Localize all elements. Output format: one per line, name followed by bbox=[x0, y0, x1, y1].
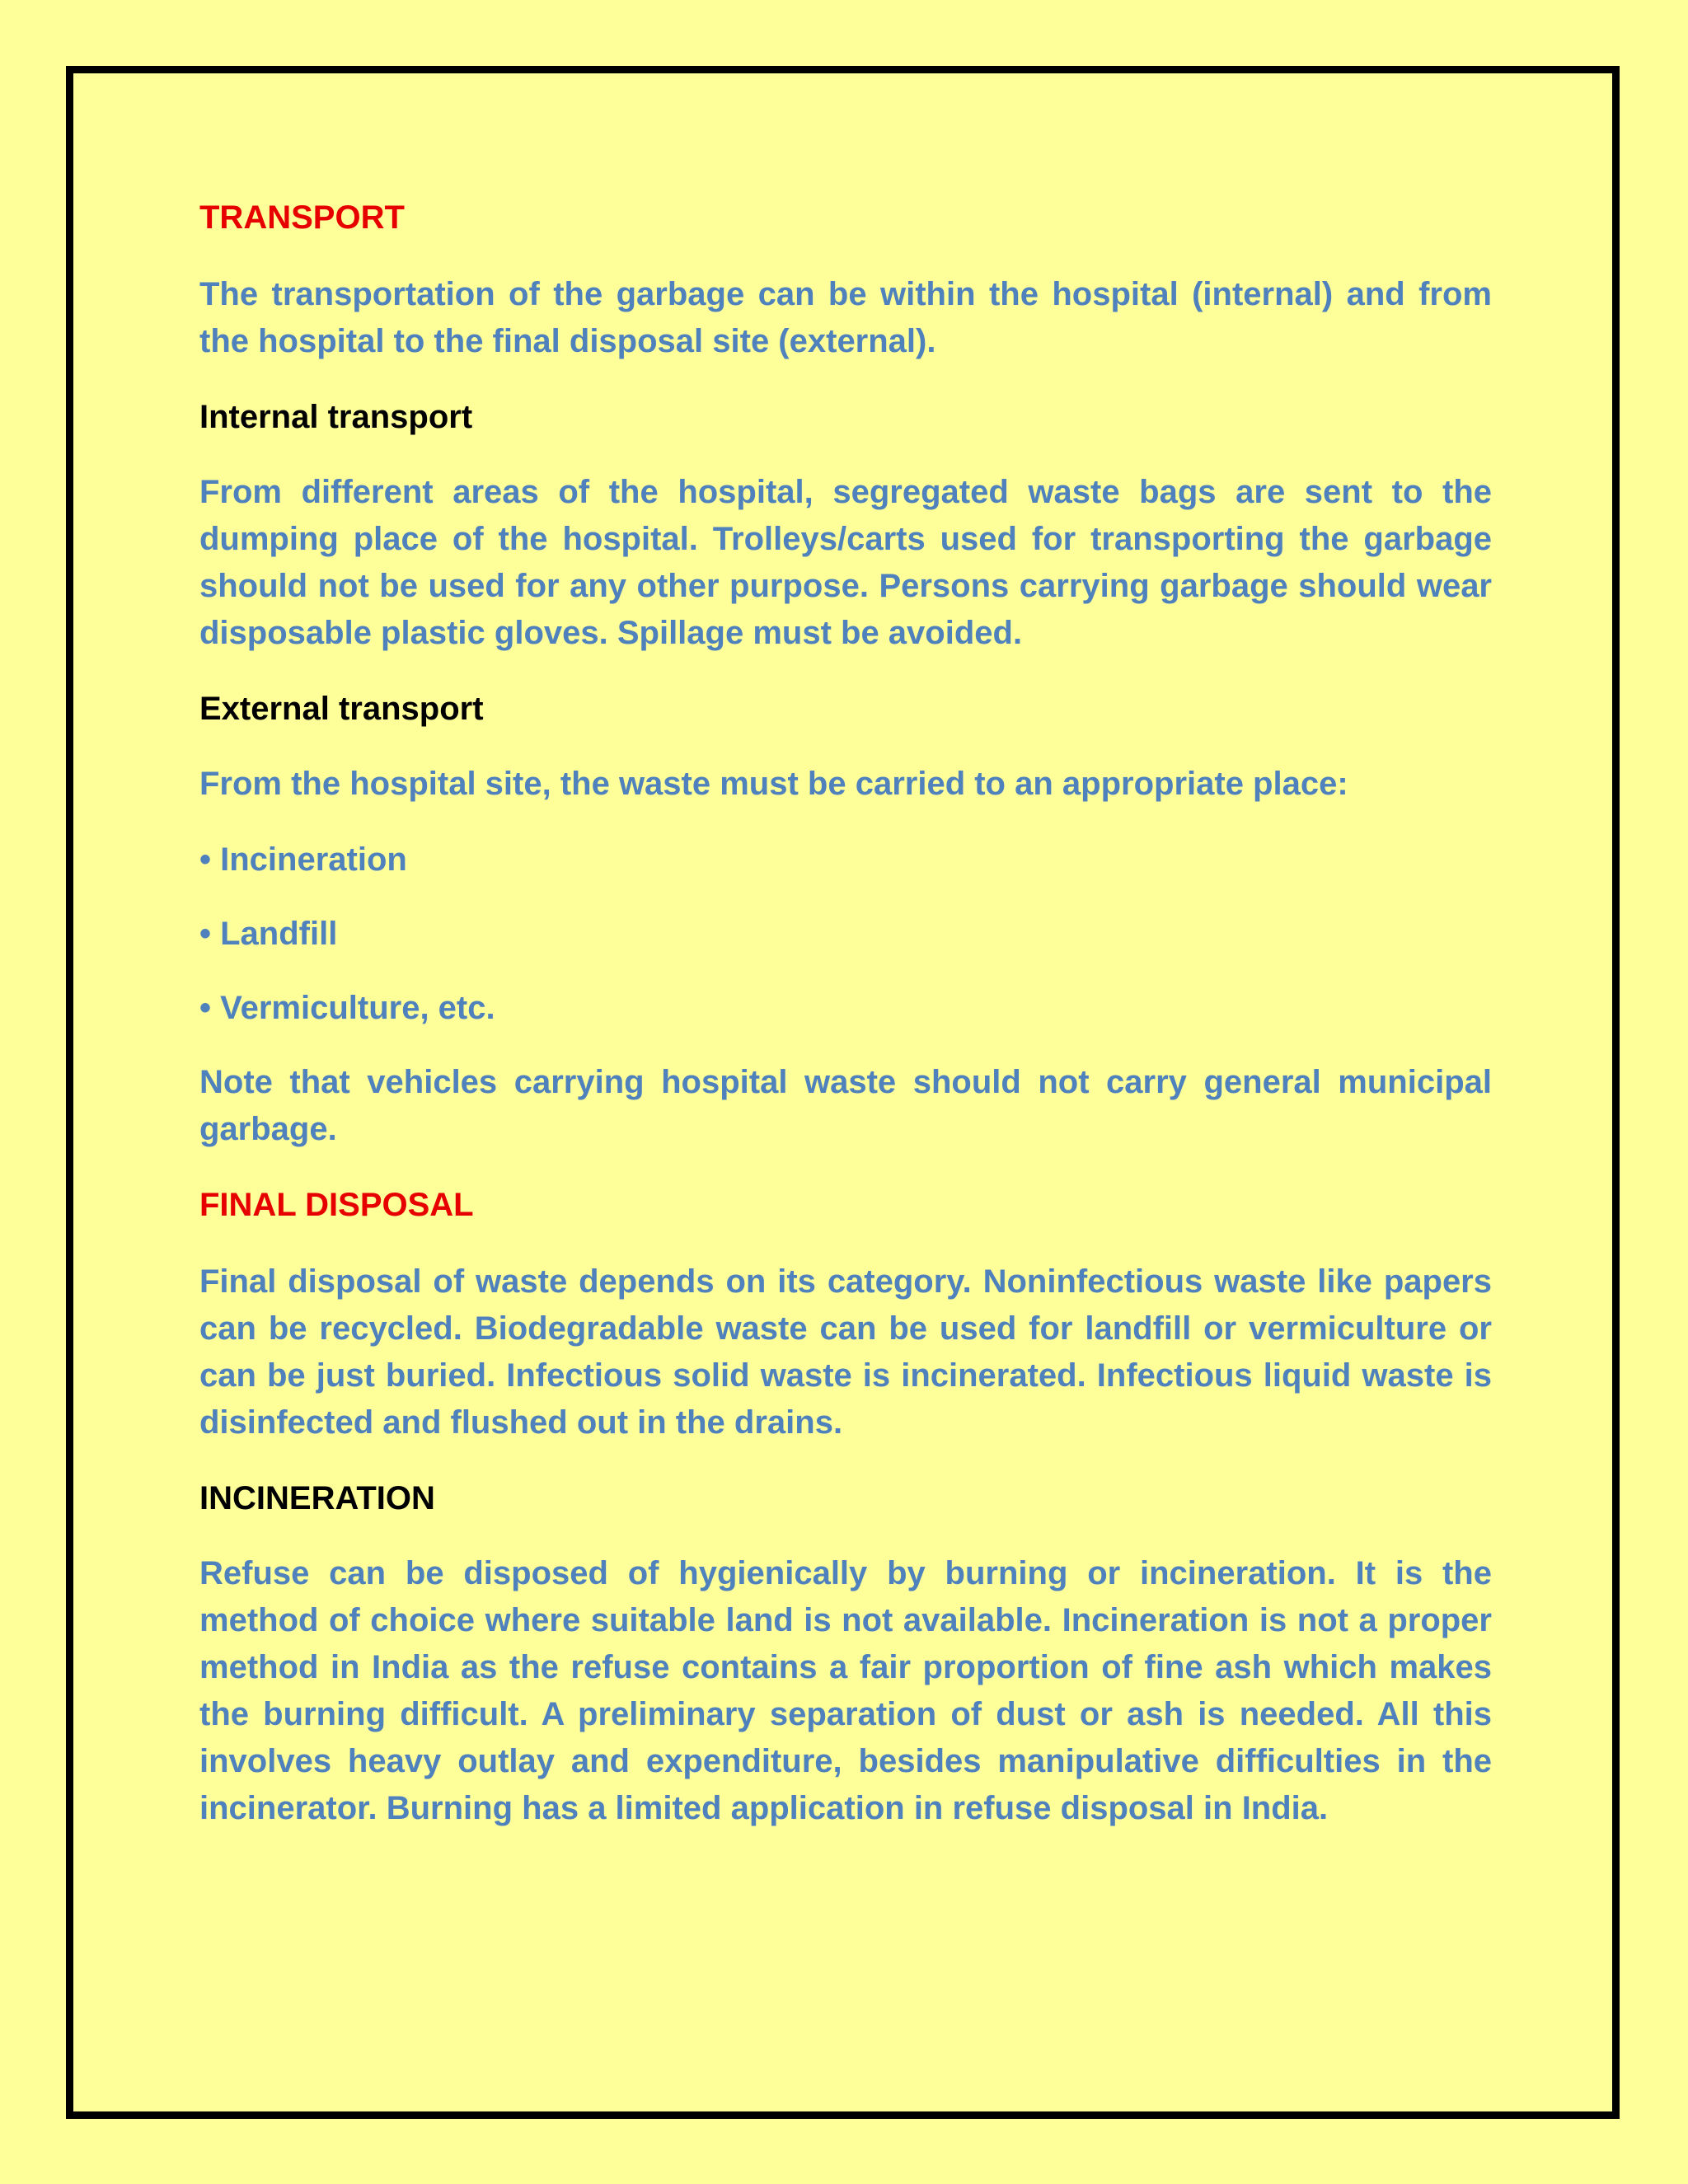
transport-heading: TRANSPORT bbox=[199, 199, 405, 236]
external-transport-note: Note that vehicles carrying hospital waste should not carry general municipal garbage. bbox=[199, 1064, 1492, 1147]
final-disposal-paragraph: Final disposal of waste depends on its category. Noninfectious waste like papers can be recycled. Biodegradable waste can be used for landfill or vermiculture or can be just buried. Infectious solid waste is incinerated. Infectious liquid waste is disinfected and flushed out in the drains. bbox=[199, 1263, 1492, 1441]
bullet-landfill: • Landfill bbox=[199, 916, 338, 952]
transport-intro-paragraph: The transportation of the garbage can be within the hospital (internal) and from the hospital to the final disposal site (external). bbox=[199, 276, 1492, 359]
bullet-incineration: • Incineration bbox=[199, 841, 407, 878]
incineration-heading: INCINERATION bbox=[199, 1480, 435, 1516]
internal-transport-paragraph: From different areas of the hospital, segregated waste bags are sent to the dumping place of the hospital. Trolleys/carts used for transporting the garbage should not be used for any other purpose. Persons carrying garbage should wear disposable plastic gloves. Spillage must be avoided. bbox=[199, 474, 1492, 651]
external-transport-intro: From the hospital site, the waste must be carried to an appropriate place: bbox=[199, 766, 1348, 802]
external-transport-heading: External transport bbox=[199, 691, 484, 727]
internal-transport-heading: Internal transport bbox=[199, 399, 473, 435]
final-disposal-heading: FINAL DISPOSAL bbox=[199, 1187, 474, 1223]
document-body bbox=[199, 194, 1492, 1861]
bullet-vermiculture: • Vermiculture, etc. bbox=[199, 990, 495, 1026]
incineration-paragraph: Refuse can be disposed of hygienically by burning or incineration. It is the method of choice where suitable land is not available. Incineration is not a proper method in India as the refuse contains a fair proportion of fine ash which makes the burning difficult. A preliminary separation of dust or ash is needed. All this involves heavy outlay and expenditure, besides manipulative difficulties in the incinerator. Burning has a limited application in refuse disposal in India. bbox=[199, 1555, 1492, 1826]
